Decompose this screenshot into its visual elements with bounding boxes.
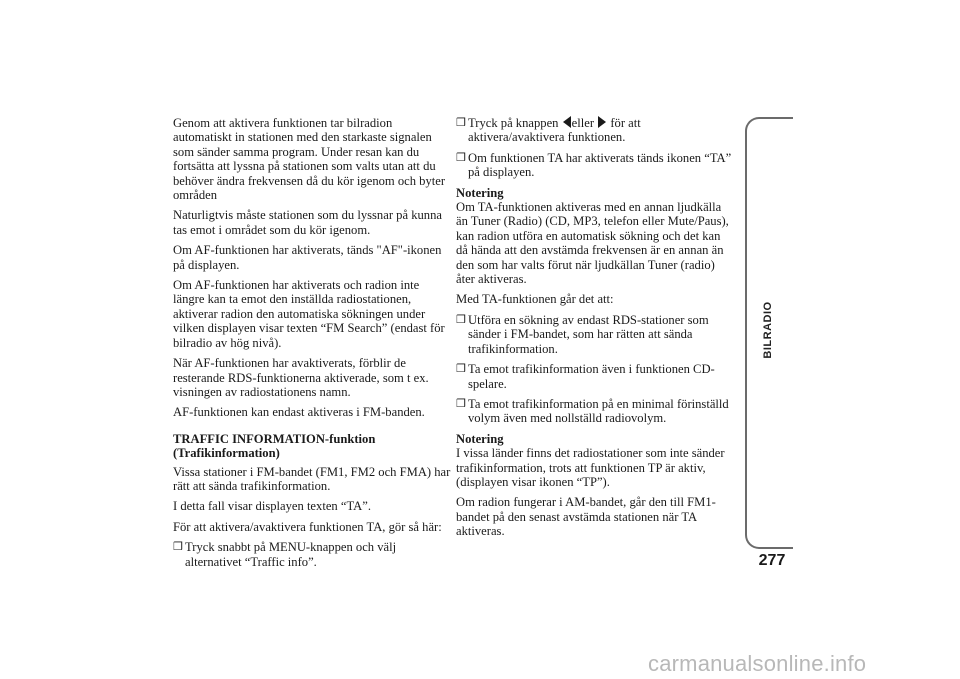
note-title: Notering [456,185,504,200]
checkbox-bullet-icon: ❒ [456,117,466,129]
paragraph: Genom att aktivera funktionen tar bilradion automatiskt in stationen med den starkaste signalen som sänder samma program. Under resan kan du fortsätta att lyssna på stationen som valts utan att du behöver ändra frekvensen då du kör igenom och byter områden [173,116,446,203]
list-item-text-end: för att aktivera/avaktivera funktionen. [468,116,641,145]
paragraph: När AF-funktionen har avaktiverats, förblir de resterande RDS-funktionerna aktiverade, som t ex. visningen av radiostationens namn. [173,356,429,399]
paragraph: För att aktivera/avaktivera funktionen TA, gör så här: [173,519,442,534]
checkbox-bullet-icon: ❒ [456,313,466,326]
list-item-text: Om funktionen TA har aktiverats tänds ikonen “TA” på displayen. [468,150,732,180]
list-item-text-start: Tryck på knappen [468,116,559,130]
list-item [456,313,734,356]
checkbox-bullet-icon: ❒ [456,397,466,410]
list-item-text [468,116,734,145]
paragraph: Om radion fungerar i AM-bandet, går den till FM1-bandet på den senast avstämda stationen när TA aktiveras. [456,495,716,539]
paragraph: Med TA-funktionen går det att: [456,292,614,307]
list-item [456,151,734,180]
paragraph: Om AF-funktionen har aktiverats och radion inte längre kan ta emot den inställda radiostationen, aktiverar radion den automatiska sökningen under vilken displayen visar texten “FM Search” (endast för bilradio av hög nivå). [173,278,445,350]
note-title: Notering [456,431,504,446]
list-item-text-mid: eller [571,116,595,130]
list-item-text: Ta emot trafikinformation även i funktionen CD-spelare. [468,362,715,391]
list-item [456,397,734,426]
list-item-text: Utföra en sökning av endast RDS-stationer som sänder i FM-bandet, som har rätten att sända trafikinformation. [468,312,709,356]
list-item [456,116,734,145]
list-item-text: Ta emot trafikinformation på en minimal förinställd volym även med nollställd radiovolym. [468,396,729,426]
list-item [173,540,451,569]
paragraph: Om AF-funktionen har aktiverats, tänds "AF"-ikonen på displayen. [173,243,442,272]
note-text: Om TA-funktionen aktiveras med en annan ljudkälla än Tuner (Radio) (CD, MP3, telefon eller Mute/Paus), kan radion utföra en automatisk sökning och det kan då hända att den avstämda frekvensen är en annan än den som har valts förut när ljudkällan Tuner (radio) åter aktiveras. [456,200,729,287]
list-item [456,362,734,391]
watermark: carmanualsonline.info [648,651,867,676]
chapter-tab-label: BILRADIO [762,301,774,359]
paragraph: AF-funktionen kan endast aktiveras i FM-banden. [173,405,425,420]
paragraph: Naturligtvis måste stationen som du lyssnar på kunna tas emot i området som du kör igenom. [173,208,442,237]
triangle-right-icon [598,116,606,128]
triangle-left-icon [563,116,571,128]
list-item-text: Tryck snabbt på MENU-knappen och välj alternativet “Traffic info”. [185,540,397,569]
paragraph: I detta fall visar displayen texten “TA”. [173,499,371,514]
paragraph: Vissa stationer i FM-bandet (FM1, FM2 och FMA) har rätt att sända trafikinformation. [173,464,451,493]
page-number: 277 [758,552,786,569]
section-heading: TRAFFIC INFORMATION-funktion (Trafikinformation) [173,431,376,461]
checkbox-bullet-icon: ❒ [456,151,466,164]
checkbox-bullet-icon: ❒ [173,541,183,554]
right-column [456,116,734,545]
checkbox-bullet-icon: ❒ [456,363,466,376]
left-column [173,116,451,575]
note-text: I vissa länder finns det radiostationer som inte sänder trafikinformation, trots att funktionen TP är aktiv, (displayen visar ikonen “TP”). [456,446,725,489]
